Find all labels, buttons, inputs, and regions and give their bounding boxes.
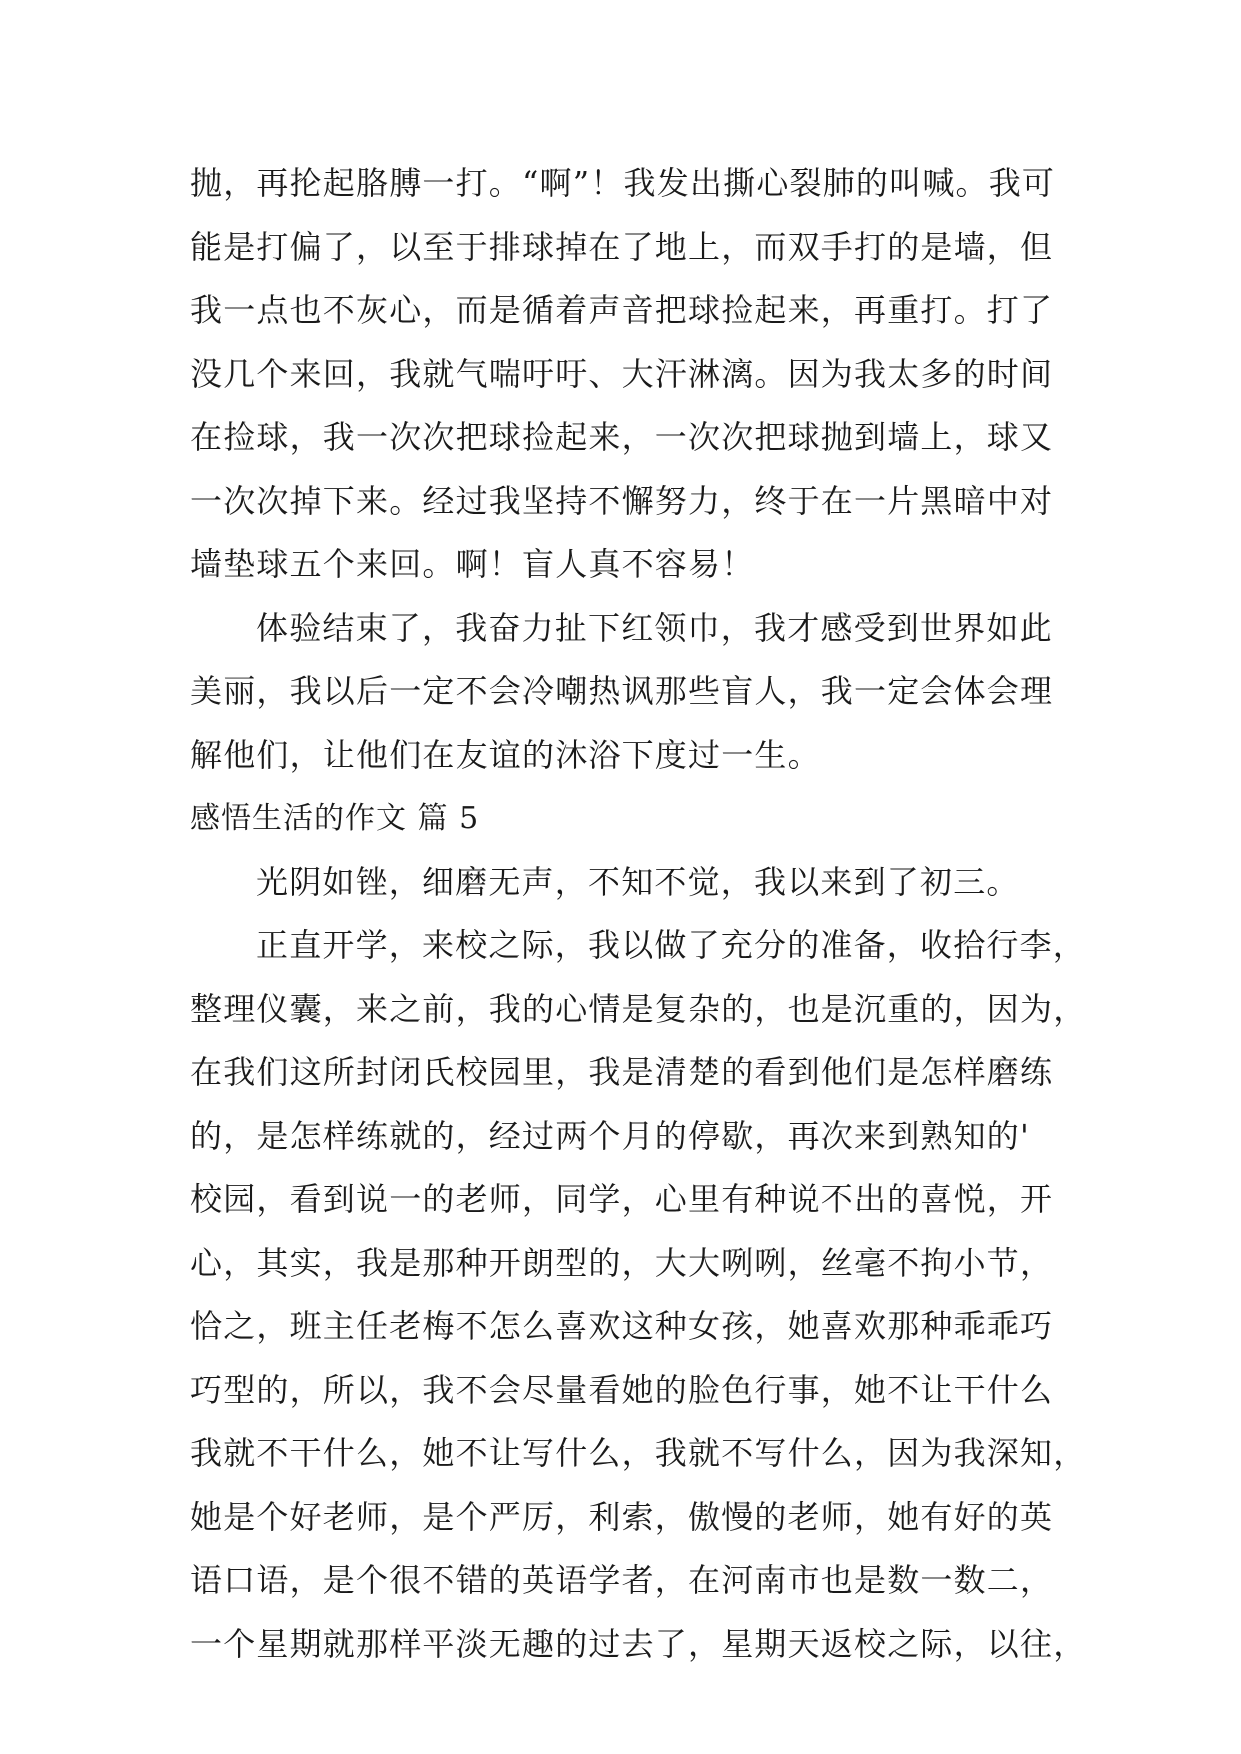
text-line: 语口语，是个很不错的英语学者，在河南市也是数一数二， [190,1561,1054,1599]
text-line: 美丽，我以后一定不会冷嘲热讽那些盲人，我一定会体会理 [190,672,1054,710]
text-line: 一个星期就那样平淡无趣的过去了，星期天返校之际，以往， [190,1624,1087,1663]
text-line: 心，其实，我是那种开朗型的，大大咧咧，丝毫不拘小节， [190,1243,1054,1282]
text-line: 正直开学，来校之际，我以做了充分的准备，收拾行李， [256,926,1087,964]
text-line: 巧型的，所以，我不会尽量看她的脸色行事，她不让干什么 [190,1370,1054,1409]
paragraph-1 [190,851,1060,915]
paragraph-2 [190,914,1087,1676]
document-body [190,152,1087,1676]
text-line: 一次次掉下来。经过我坚持不懈努力，终于在一片黑暗中对 [190,481,1054,520]
text-line: 能是打偏了，以至于排球掉在了地上，而双手打的是墙，但 [190,227,1054,266]
text-line: 校园，看到说一的老师，同学，心里有种说不出的喜悦，开 [190,1180,1054,1218]
continuation-paragraph [190,152,1060,597]
text-line: 解他们，让他们在友谊的沐浴下度过一生。 [190,735,821,774]
text-line: 恰之，班主任老梅不怎么喜欢这种女孩，她喜欢那种乖乖巧 [190,1307,1054,1345]
text-line: 光阴如锉，细磨无声，不知不觉，我以来到了初三。 [256,862,1020,901]
text-line: 整理仪囊，来之前，我的心情是复杂的，也是沉重的，因为， [190,989,1087,1028]
text-line: 体验结束了，我奋力扯下红领巾，我才感受到世界如此 [256,608,1053,647]
text-line: 在我们这所封闭氏校园里，我是清楚的看到他们是怎样磨练 [190,1053,1054,1091]
text-line: 的，是怎样练就的，经过两个月的停歇，再次来到熟知的' [190,1116,1030,1155]
text-line: 我就不干什么，她不让写什么，我就不写什么，因为我深知， [190,1434,1087,1472]
text-line: 我一点也不灰心，而是循着声音把球捡起来，再重打。打了 [190,291,1054,329]
section-heading: 感悟生活的作文 篇 5 [190,801,480,836]
text-line: 墙垫球五个来回。啊！盲人真不容易！ [190,545,755,583]
text-line: 在捡球，我一次次把球捡起来，一次次把球抛到墙上，球又 [190,418,1054,456]
text-line: 抛，再抡起胳膊一打。“啊”！我发出撕心裂肺的叫喊。我可 [190,164,1056,202]
text-line: 没几个来回，我就气喘吁吁、大汗淋漓。因为我太多的时间 [190,354,1054,393]
ending-paragraph [190,597,1060,788]
text-line: 她是个好老师，是个严厉，利索，傲慢的老师，她有好的英 [190,1497,1054,1536]
